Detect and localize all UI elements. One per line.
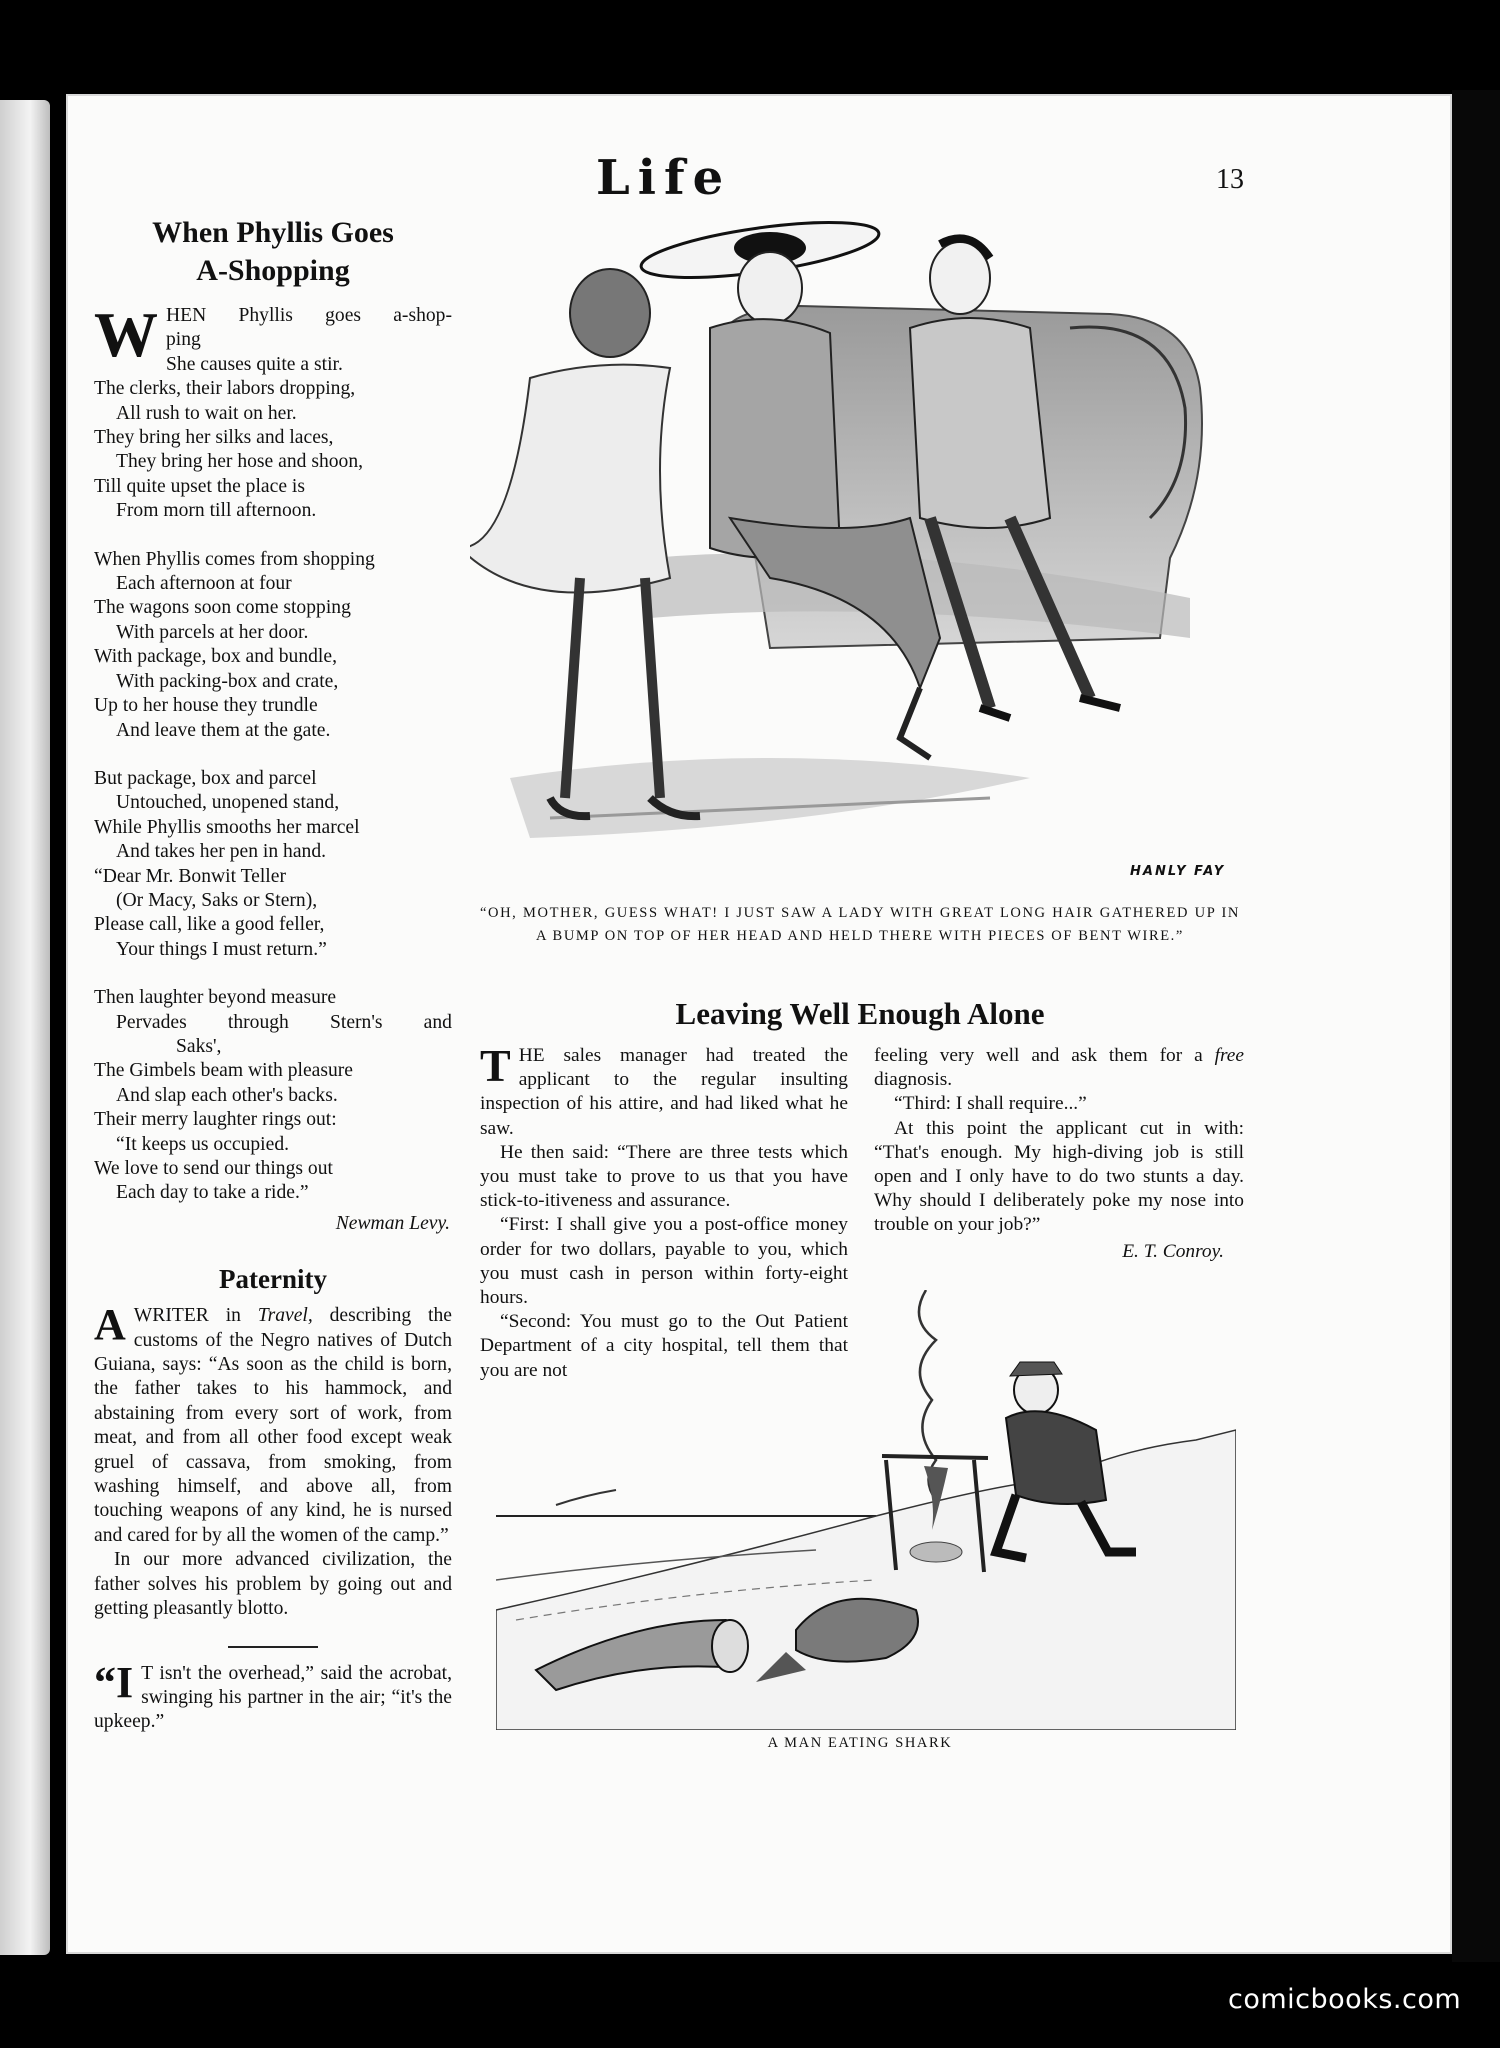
verse-line: Each afternoon at four — [116, 573, 292, 595]
poem-dropcap: W — [94, 299, 158, 370]
verse-line: Please call, like a good feller, — [94, 914, 325, 936]
verse-line: But package, box and parcel — [94, 767, 317, 789]
verse-line: Till quite upset the place is — [94, 475, 305, 497]
paternity-dropcap: A — [94, 1300, 126, 1350]
overhead-dropcap: “I — [94, 1657, 134, 1707]
verse-line: Each day to take a ride.” — [116, 1182, 309, 1204]
artist-signature: HANLY FAY — [1130, 864, 1226, 879]
verse-line: With packing-box and crate, — [116, 670, 339, 692]
paternity-paragraph-2: In our more advanced civilization, the father solves his problem by going out and getting pleasantly blotto. — [94, 1549, 452, 1620]
leaving-paragraph-6: “Third: I shall require...” — [894, 1093, 1087, 1115]
poem-title-line1: When Phyllis Goes — [152, 216, 394, 249]
verse-line: Your things I must return.” — [116, 938, 327, 960]
poem-stanza-4 — [94, 986, 452, 1206]
leaving-text: HE sales manager had treated the applicant to the regular insulting inspection of his attire, and had liked what he saw. — [480, 1045, 848, 1139]
verse-word: through — [227, 1011, 289, 1033]
leaving-paragraph-1 — [480, 1040, 848, 1141]
leaving-dropcap: T — [480, 1040, 511, 1091]
paternity-section — [94, 1260, 452, 1621]
overhead-joke — [94, 1657, 452, 1735]
poem-stanza-1 — [94, 299, 452, 524]
verse-line: The clerks, their labors dropping, — [94, 378, 356, 400]
verse-line: And leave them at the gate. — [116, 719, 331, 741]
poem-title — [94, 214, 452, 290]
adjacent-page-edge — [0, 100, 50, 1955]
leaving-author: E. T. Conroy. — [1122, 1240, 1224, 1262]
page-shadow-edge — [1452, 90, 1500, 1962]
page-number: 13 — [1216, 164, 1244, 195]
verse-line: They bring her silks and laces, — [94, 427, 334, 449]
poem-author: Newman Levy. — [335, 1212, 450, 1234]
leaving-text: diagnosis. — [874, 1069, 953, 1091]
paternity-text: WRITER in — [133, 1305, 258, 1327]
verse-line: While Phyllis smooths her marcel — [94, 816, 360, 838]
divider — [228, 1646, 318, 1648]
verse-line: (Or Macy, Saks or Stern), — [116, 889, 318, 911]
leaving-column-2 — [874, 1044, 1244, 1264]
emphasis-free: free — [1214, 1045, 1244, 1066]
verse-line: Then laughter beyond measure — [94, 987, 337, 1009]
shark-caption: A MAN EATING SHARK — [767, 1735, 953, 1751]
shark-illustration — [496, 1290, 1236, 1730]
verse-line: From morn till afternoon. — [116, 500, 317, 522]
leaving-text: feeling very well and ask them for a — [874, 1045, 1215, 1066]
verse-line: And takes her pen in hand. — [116, 841, 327, 863]
verse-line-spaced — [94, 1011, 452, 1035]
verse-line: ping — [166, 329, 201, 351]
paternity-text: describing the customs of the Negro natives of Dutch Guiana, says: “As soon as the child is born, the father takes to his hammock, and abstaining from every sort of work, from meat, and from all other food except weak gruel of cassava, from smoking, from washing himself, and above all, from touching weapons of any kind, he is nursed and cared for by all the women of the camp.” — [94, 1305, 452, 1546]
paternity-title: Paternity — [219, 1264, 327, 1295]
overhead-text: T isn't the overhead,” said the acrobat, swinging his partner in the air; “it's the upkeep.” — [94, 1662, 452, 1733]
verse-line: All rush to wait on her. — [116, 402, 297, 424]
verse-word: Stern's — [330, 1011, 383, 1033]
poem-stanza-2 — [94, 548, 452, 743]
verse-line: We love to send our things out — [94, 1158, 333, 1179]
verse-line: The wagons soon come stopping — [94, 597, 351, 619]
leaving-paragraph-5 — [874, 1044, 1244, 1092]
verse-line: “Dear Mr. Bonwit Teller — [94, 865, 286, 887]
leaving-paragraph-7: At this point the applicant cut in with: “That's enough. My high-diving job is still open and I only have to do two stunts a day. Why should I deliberately poke my nose into trouble on your job?” — [874, 1117, 1244, 1236]
verse-line: The Gimbels beam with pleasure — [94, 1060, 353, 1082]
left-column — [94, 214, 452, 1735]
fashion-caption: “OH, MOTHER, GUESS WHAT! I JUST SAW A LADY WITH GREAT LONG HAIR GATHERED UP IN A BUMP ON TOP OF HER HEAD AND HELD THERE WITH PIECES OF BENT WIRE.” — [480, 905, 1240, 944]
publication-name: Travel, — [257, 1305, 313, 1327]
verse-line: When Phyllis comes from shopping — [94, 548, 375, 570]
poem-title-line2: A-Shopping — [196, 254, 350, 287]
verse-line: They bring her hose and shoon, — [116, 451, 364, 473]
verse-word: Pervades — [116, 1011, 187, 1033]
overhead-paragraph — [94, 1657, 452, 1735]
verse-line: “It keeps us occupied. — [116, 1133, 290, 1155]
paternity-body — [94, 1300, 452, 1621]
verse-line: Their merry laughter rings out: — [94, 1109, 337, 1131]
verse-line: With package, box and bundle, — [94, 646, 337, 668]
verse-line: Up to her house they trundle — [94, 695, 318, 717]
leaving-paragraph-3: “First: I shall give you a post-office money order for two dollars, payable to you, which you must cash in person within forty-eight hours. — [480, 1214, 848, 1309]
verse-line: And slap each other's backs. — [116, 1084, 338, 1106]
masthead: Life — [596, 150, 732, 206]
poem-stanza-3 — [94, 767, 452, 962]
verse-line: She causes quite a stir. — [166, 353, 343, 375]
paternity-paragraph-1 — [94, 1300, 452, 1548]
leaving-paragraph-4: “Second: You must go to the Out Patient Department of a city hospital, tell them that you are not — [480, 1311, 848, 1381]
verse-line: Saks', — [176, 1035, 222, 1057]
verse-line: Untouched, unopened stand, — [116, 792, 340, 814]
leaving-paragraph-2: He then said: “There are three tests which you must take to prove to us that you have stick-to-itiveness and assurance. — [480, 1141, 848, 1212]
watermark: comicbooks.com — [1228, 1984, 1462, 2015]
leaving-title: Leaving Well Enough Alone — [675, 996, 1045, 1031]
fashion-illustration — [470, 218, 1240, 868]
verse-line: HEN Phyllis goes a-shop- — [166, 305, 452, 326]
verse-word: and — [423, 1011, 452, 1033]
verse-line: With parcels at her door. — [116, 621, 309, 643]
